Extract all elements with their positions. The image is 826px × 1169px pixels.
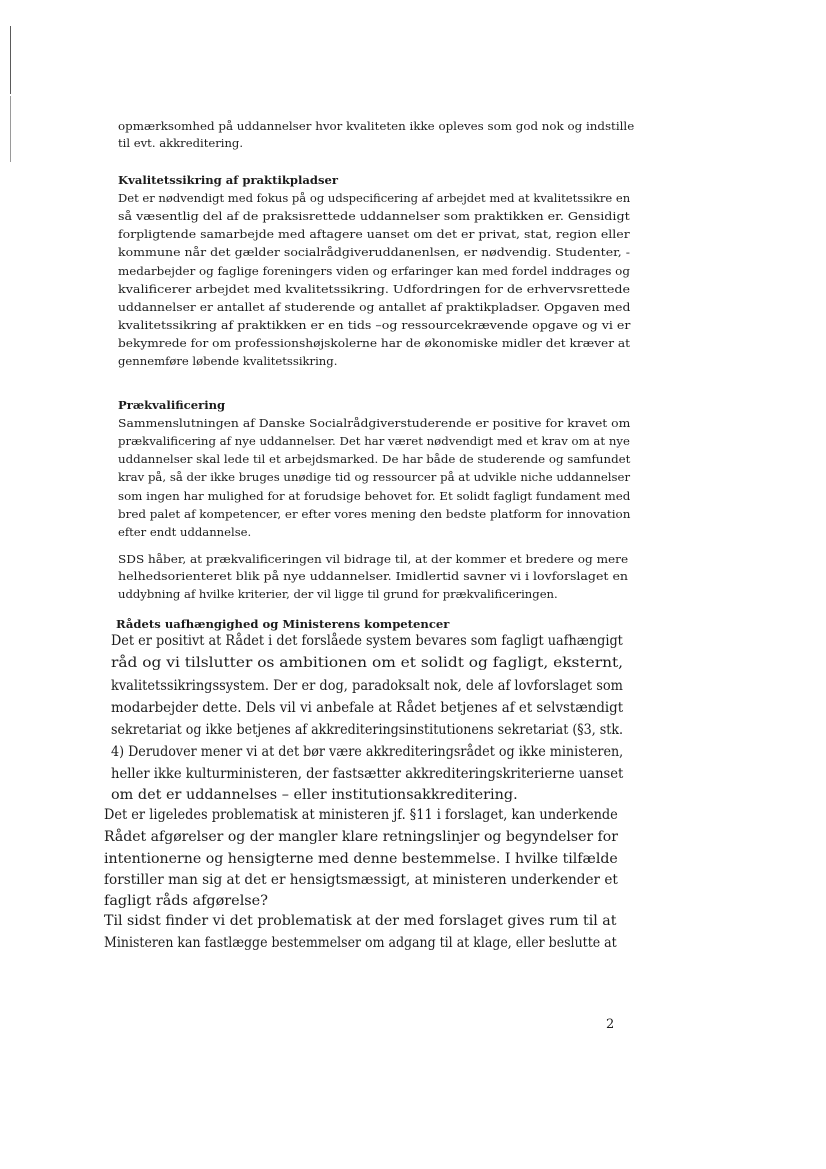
paragraph-line: bred palet af kompetencer, er efter vores mening den bedste platform for innovation	[118, 507, 631, 521]
page-number: 2	[606, 1017, 615, 1032]
paragraph-line: fagligt råds afgørelse?	[104, 893, 268, 909]
paragraph-line: uddannelser er antallet af studerende og antallet af praktikpladser. Opgaven med	[118, 300, 631, 314]
paragraph-line: bekymrede for om professionshøjskolerne har de økonomiske midler det kræver at	[118, 336, 631, 350]
scan-margin-mark	[10, 26, 11, 94]
section-heading: Kvalitetssikring af praktikpladser	[118, 173, 339, 187]
paragraph-line: som ingen har mulighed for at forudsige behovet for. Et solidt fagligt fundament med	[118, 489, 631, 503]
paragraph-line: Det er positivt at Rådet i det forslåede system bevares som fagligt uafhængigt	[111, 633, 623, 649]
paragraph-line: sekretariat og ikke betjenes af akkrediteringsinstitutionens sekretariat (§3, stk.	[111, 722, 624, 738]
paragraph-line: gennemføre løbende kvalitetssikring.	[118, 354, 338, 368]
paragraph-line: så væsentlig del af de praksisrettede uddannelser som praktikken er. Gensidigt	[118, 209, 630, 223]
paragraph-line: modarbejder dette. Dels vil vi anbefale at Rådet betjenes af et selvstændigt	[111, 700, 624, 716]
paragraph-line: Til sidst finder vi det problematisk at der med forslaget gives rum til at	[104, 913, 617, 929]
paragraph-line: SDS håber, at prækvalificeringen vil bidrage til, at der kommer et bredere og mere	[118, 552, 629, 566]
paragraph-line: medarbejder og faglige foreningers viden og erfaringer kan med fordel inddrages og	[118, 264, 630, 278]
paragraph-line: Rådet afgørelser og der mangler klare retningslinjer og begyndelser for	[104, 829, 618, 845]
paragraph-line: uddannelser skal lede til et arbejdsmarked. De har både de studerende og samfundet	[118, 452, 631, 466]
paragraph-line: forpligtende samarbejde med aftagere uanset om det er privat, stat, region eller	[118, 227, 630, 241]
paragraph-line: efter endt uddannelse.	[118, 525, 252, 539]
paragraph-line: heller ikke kulturministeren, der fastsætter akkrediteringskriterierne uanset	[111, 766, 624, 782]
paragraph-line: kvalitetssikring af praktikken er en tids –og ressourcekrævende opgave og vi er	[118, 318, 631, 332]
paragraph-line: om det er uddannelses – eller institutionsakkreditering.	[111, 787, 518, 803]
scan-margin-mark	[10, 96, 11, 162]
paragraph-line: helhedsorienteret blik på nye uddannelser. Imidlertid savner vi i lovforslaget en	[118, 569, 629, 583]
paragraph-line: kvalificerer arbejdet med kvalitetssikring. Udfordringen for de erhvervsrettede	[118, 282, 630, 296]
section-heading: Rådets uafhængighed og Ministerens kompetencer	[116, 617, 450, 631]
paragraph-line: opmærksomhed på uddannelser hvor kvaliteten ikke opleves som god nok og indstille	[118, 119, 635, 133]
paragraph-line: intentionerne og hensigterne med denne bestemmelse. I hvilke tilfælde	[104, 851, 618, 867]
paragraph-line: råd og vi tilslutter os ambitionen om et solidt og fagligt, eksternt,	[111, 655, 624, 671]
paragraph-line: kvalitetssikringssystem. Der er dog, paradoksalt nok, dele af lovforslaget som	[111, 678, 623, 694]
paragraph-line: Det er nødvendigt med fokus på og udspecificering af arbejdet med at kvalitetssikre en	[118, 191, 631, 205]
paragraph-line: Sammenslutningen af Danske Socialrådgiverstuderende er positive for kravet om	[118, 416, 631, 430]
paragraph-line: Det er ligeledes problematisk at ministeren jf. §11 i forslaget, kan underkende	[104, 807, 618, 823]
paragraph-line: til evt. akkreditering.	[118, 136, 244, 150]
paragraph-line: kommune når det gælder socialrådgiveruddanenlsen, er nødvendig. Studenter, -	[118, 245, 630, 259]
paragraph-line: forstiller man sig at det er hensigtsmæssigt, at ministeren underkender et	[104, 872, 618, 888]
paragraph-line: Ministeren kan fastlægge bestemmelser om adgang til at klage, eller beslutte at	[104, 935, 617, 951]
paragraph-line: 4) Derudover mener vi at det bør være akkrediteringsrådet og ikke ministeren,	[111, 744, 624, 760]
paragraph-line: prækvalificering af nye uddannelser. Det har været nødvendigt med et krav om at nye	[118, 434, 630, 448]
section-heading: Prækvalificering	[118, 398, 226, 412]
paragraph-line: uddybning af hvilke kriterier, der vil ligge til grund for prækvalificeringen.	[118, 587, 558, 601]
paragraph-line: krav på, så der ikke bruges unødige tid og ressourcer på at udvikle niche uddannelser	[118, 470, 631, 484]
